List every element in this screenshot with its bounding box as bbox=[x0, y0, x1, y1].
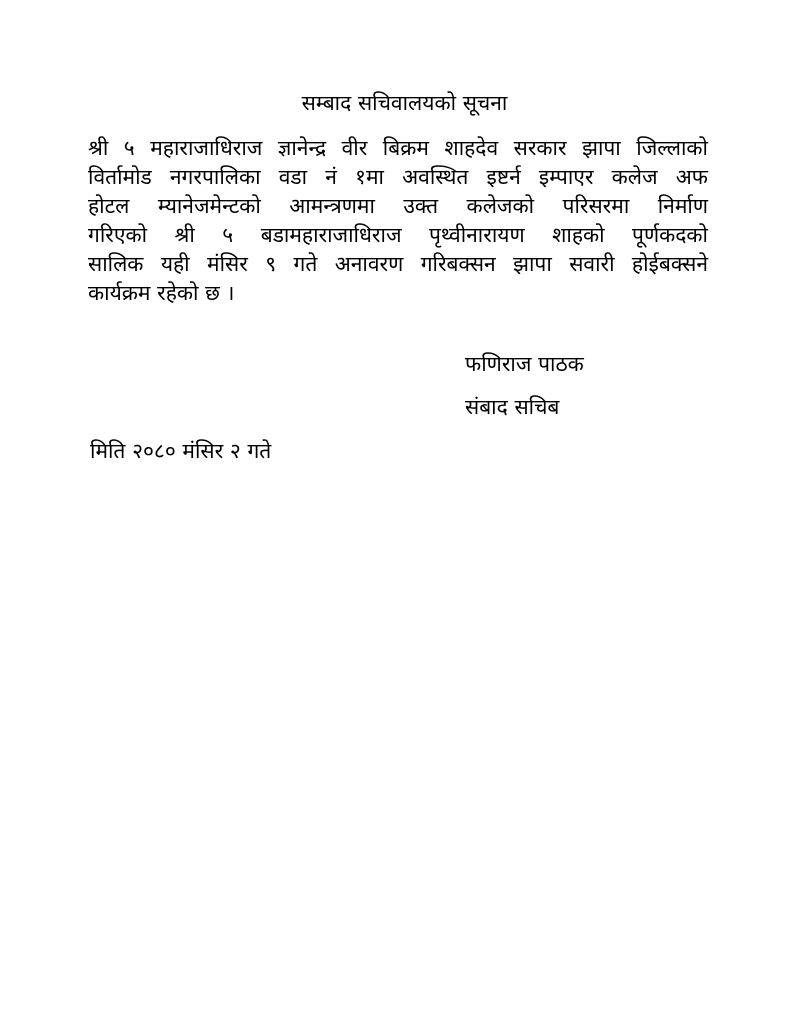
signatory-name: फणिराज पाठक bbox=[465, 352, 584, 376]
notice-body-line-1: श्री ५ महाराजाधिराज ज्ञानेन्द्र वीर बिक्रम शाहदेव सरकार झापा जिल्लाको bbox=[88, 136, 708, 160]
notice-body-line-2: विर्तामोड नगरपालिका वडा नं १मा अवस्थित इष्टर्न इम्पाएर कलेज अफ bbox=[88, 165, 708, 189]
notice-body bbox=[88, 134, 708, 308]
notice-body-line-6: कार्यक्रम रहेको छ । bbox=[88, 281, 235, 305]
signatory-title: संबाद सचिब bbox=[465, 395, 560, 419]
notice-body-line-3: होटल म्यानेजमेन्टको आमन्त्रणमा उक्त कलेजको परिसरमा निर्माण bbox=[88, 194, 708, 218]
notice-title: सम्बाद सचिवालयको सूचना bbox=[301, 91, 508, 115]
notice-body-line-4: गरिएको श्री ५ बडामहाराजाधिराज पृथ्वीनारायण शाहको पूर्णकदको bbox=[88, 223, 708, 247]
notice-date: मिति २०८० मंसिर २ गते bbox=[90, 439, 272, 463]
notice-body-line-5: सालिक यही मंसिर ९ गते अनावरण गरिबक्सन झापा सवारी होईबक्सने bbox=[88, 252, 708, 276]
